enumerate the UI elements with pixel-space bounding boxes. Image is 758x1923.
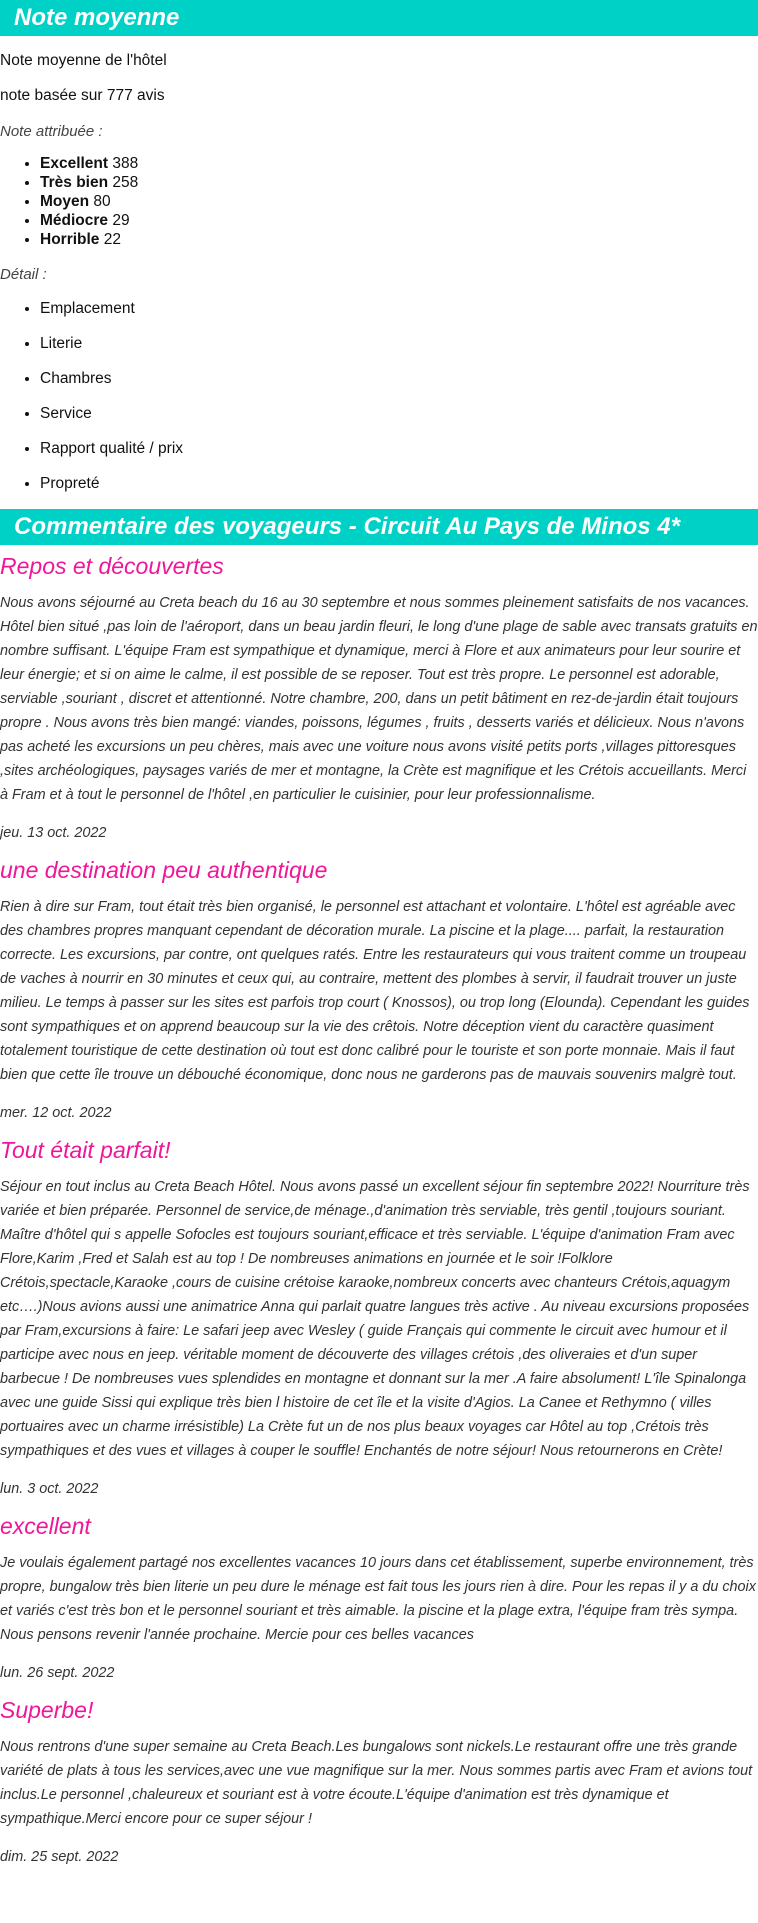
review-count-label: note basée sur 777 avis <box>0 87 165 104</box>
detail-item: • Chambres <box>40 369 758 389</box>
rating-item <box>40 154 758 173</box>
rating-count: 29 <box>112 212 130 229</box>
rating-count: 80 <box>93 193 111 210</box>
review-title: excellent <box>0 1513 91 1539</box>
detail-label: Détail : <box>0 266 47 283</box>
review-date: mer. 12 oct. 2022 <box>0 1105 112 1121</box>
hotel-average-label: Note moyenne de l'hôtel <box>0 52 167 69</box>
review <box>0 1695 758 1867</box>
review-title: Repos et découvertes <box>0 553 224 579</box>
comments-section <box>0 509 758 1867</box>
review-title: Superbe! <box>0 1697 94 1723</box>
review-date: dim. 25 sept. 2022 <box>0 1849 119 1865</box>
ratings-list <box>0 154 758 249</box>
average-rating-header: Note moyenne <box>0 0 758 36</box>
comments-header: Commentaire des voyageurs - Circuit Au Pays de Minos 4* <box>0 509 758 545</box>
rating-label: Médiocre <box>40 212 109 229</box>
detail-list <box>0 299 758 494</box>
review-title: une destination peu authentique <box>0 857 328 883</box>
rating-item <box>40 173 758 192</box>
review <box>0 855 758 1123</box>
review-body: Rien à dire sur Fram, tout était très bien organisé, le personnel est attachant et volontaire. L'hôtel est agréable avec des chambres propres manquant cependant de décoration murale. La piscine et la plage.... parfait, la restauration correcte. Les excursions, par contre, ont quelques ratés. Entre les restaurateurs qui vous traitent comme un troupeau de vaches à nourrir en 30 minutes et ceux qui, au contraire, mettent des plombes à servir, il faudrait trouver un juste milieu. Le temps à passer sur les sites est parfois trop court ( Knossos), ou trop long (Elounda). Cependant les guides sont sympathiques et on apprend beaucoup sur la vie des crêtois. Notre déception vient du caractère quasiment totalement touristique de cette destination où tout est donc calibré pour le touriste et son porte monnaie. Mais il faut bien que cette île trouve un débouché économique, donc nous ne garderons pas de mauvais souvenirs malgrè tout. <box>0 899 750 1083</box>
detail-item: • Service <box>40 404 758 424</box>
detail-item: • Rapport qualité / prix <box>40 439 758 459</box>
ratings-label: Note attribuée : <box>0 123 103 140</box>
rating-item <box>40 211 758 230</box>
rating-item <box>40 192 758 211</box>
review-date: lun. 3 oct. 2022 <box>0 1481 99 1497</box>
detail-item: • Propreté <box>40 474 758 494</box>
rating-count: 258 <box>112 174 139 191</box>
rating-item <box>40 230 758 249</box>
rating-label: Horrible <box>40 231 100 248</box>
review-date: jeu. 13 oct. 2022 <box>0 825 107 841</box>
review-body: Nous rentrons d'une super semaine au Creta Beach.Les bungalows sont nickels.Le restaurant offre une très grande variété de plats à tous les services,avec une vue magnifique sur la mer. Nous sommes partis avec Fram et avions tout inclus.Le personnel ,chaleureux et souriant est à votre écoute.L'équipe d'animation est très dynamique et sympathique.Merci encore pour ce super séjour ! <box>0 1739 753 1827</box>
review-date: lun. 26 sept. 2022 <box>0 1665 115 1681</box>
review-body: Je voulais également partagé nos excellentes vacances 10 jours dans cet établissement, superbe environnement, très propre, bungalow très bien literie un peu dure le ménage est fait tous les jours rien à dire. Pour les repas il y a du choix et variés c'est très bon et le personnel souriant et très aimable. la piscine et la plage extra, l'équipe fram très sympa. Nous pensons revenir l'année prochaine. Mercie pour ces belles vacances <box>0 1555 756 1643</box>
rating-label: Moyen <box>40 193 90 210</box>
review <box>0 1511 758 1683</box>
detail-item: • Literie <box>40 334 758 354</box>
detail-item: • Emplacement <box>40 299 758 319</box>
review-list <box>0 545 758 1867</box>
rating-label: Excellent <box>40 155 109 172</box>
review <box>0 1135 758 1499</box>
review-body: Séjour en tout inclus au Creta Beach Hôtel. Nous avons passé un excellent séjour fin septembre 2022! Nourriture très variée et bien préparée. Personnel de service,de ménage.,d'animation très serviable, très gentil ,toujours souriant. Maître d'hôtel qui s appelle Sofocles est toujours souriant,efficace et très serviable. L'équipe d'animation Fram avec Flore,Karim ,Fred et Salah est au top ! De nombreuses animations en journée et le soir !Folklore Crétois,spectacle,Karaoke ,cours de cuisine crétoise karaoke,nombreux concerts avec chanteurs Crétois,aquagym etc….)Nous avions aussi une animatrice Anna qui parlait quatre langues très active . Au niveau excursions proposées par Fram,excursions à faire: Le safari jeep avec Wesley ( guide Français qui commente le circuit avec humour et il participe avec nous en jeep. véritable moment de découverte des villages crétois ,des oliveraies et d'un super barbecue ! De nombreuses vues splendides en montagne et donnant sur la mer .A faire absolument! L'île Spinalonga avec une guide Sissi qui explique très bien l histoire de cet île et la visite d'Agios. La Canee et Rethymno ( villes portuaires avec un charme irrésistible) La Crète fut un de nos plus beaux voyages car Hôtel au top ,Crétois très sympathiques et des vues et villages à couper le souffle! Enchantés de notre séjour! Nous retournerons en Crète! <box>0 1179 750 1459</box>
rating-count: 22 <box>103 231 121 248</box>
review-title: Tout était parfait! <box>0 1137 171 1163</box>
rating-count: 388 <box>112 155 139 172</box>
review-body: Nous avons séjourné au Creta beach du 16 au 30 septembre et nous sommes pleinement satisfaits de nos vacances. Hôtel bien situé ,pas loin de l'aéroport, dans un beau jardin fleuri, le long d'une plage de sable avec transats gratuits en nombre suffisant. L'équipe Fram est sympathique et dynamique, merci à Flore et aux animateurs pour leur sourire et leur énergie; et si on aime le calme, il est possible de se reposer. Tout est très propre. Le personnel est adorable, serviable ,souriant , discret et attentionné. Notre chambre, 200, dans un petit bâtiment en rez-de-jardin était toujours propre . Nous avons très bien mangé: viandes, poissons, légumes , fruits , desserts variés et délicieux. Nous n'avons pas acheté les excursions un peu chères, mais avec une voiture nous avons visité petits ports ,villages pittoresques ,sites archéologiques, paysages variés de mer et montagne, la Crète est magnifique et les Crétois accueillants. Merci à Fram et à tout le personnel de l'hôtel ,en particulier le cuisinier, pour leur professionnalisme. <box>0 595 758 803</box>
rating-label: Très bien <box>40 174 109 191</box>
average-rating-section <box>0 0 758 494</box>
review <box>0 551 758 843</box>
